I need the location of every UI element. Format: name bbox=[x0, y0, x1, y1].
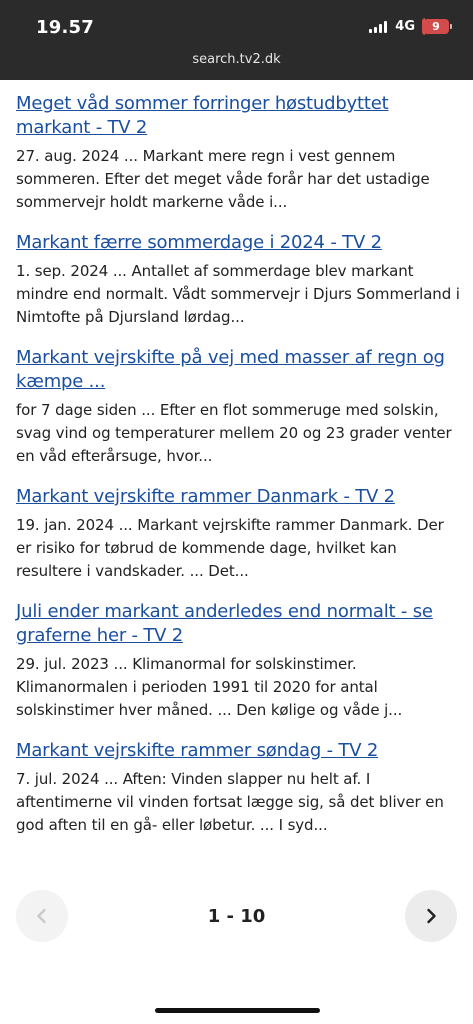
chevron-right-icon bbox=[422, 907, 440, 925]
result-snippet: 1. sep. 2024 ... Antallet af sommerdage blev markant mindre end normalt. Vådt sommervejr i Djurs Sommerland i Nimtofte på Djursland lørdag... bbox=[16, 262, 460, 326]
result-snippet: 7. jul. 2024 ... Aften: Vinden slapper nu helt af. I aftentimerne vil vinden fortsat lægge sig, så det bliver en god aften til en gå- eller løbetur. ... I syd... bbox=[16, 770, 444, 834]
search-result bbox=[16, 600, 461, 722]
search-result bbox=[16, 739, 461, 837]
page-range: 1 - 10 bbox=[207, 906, 266, 927]
result-title-link[interactable]: Markant færre sommerdage i 2024 - TV 2 bbox=[16, 232, 382, 253]
result-snippet: 29. jul. 2023 ... Klimanormal for solskinstimer. Klimanormalen i perioden 1991 til 2020 for antal solskinstimer hver måned. ... Den kølige og våde j... bbox=[16, 655, 403, 719]
search-results bbox=[16, 92, 461, 854]
result-title-link[interactable]: Meget våd sommer forringer høstudbyttet markant - TV 2 bbox=[16, 93, 389, 138]
pagination bbox=[16, 890, 457, 944]
next-page-button[interactable] bbox=[405, 890, 457, 942]
home-indicator[interactable] bbox=[155, 1008, 320, 1013]
result-title-link[interactable]: Juli ender markant anderledes end normalt - se graferne her - TV 2 bbox=[16, 601, 433, 646]
result-title-link[interactable]: Markant vejrskifte rammer søndag - TV 2 bbox=[16, 740, 379, 761]
browser-status-bar bbox=[0, 0, 473, 80]
search-result bbox=[16, 92, 461, 214]
url-bar[interactable]: search.tv2.dk bbox=[192, 52, 281, 67]
search-result bbox=[16, 346, 461, 468]
search-result bbox=[16, 485, 461, 583]
result-snippet: 19. jan. 2024 ... Markant vejrskifte rammer Danmark. Der er risiko for tøbrud de kommende dage, hvilket kan resultere i vandskader. ... Det... bbox=[16, 516, 444, 580]
result-snippet: 27. aug. 2024 ... Markant mere regn i vest gennem sommeren. Efter det meget våde forår har det ustadige sommervejr holdt markerne våde i... bbox=[16, 147, 430, 211]
result-title-link[interactable]: Markant vejrskifte på vej med masser af regn og kæmpe ... bbox=[16, 347, 445, 392]
result-title-link[interactable]: Markant vejrskifte rammer Danmark - TV 2 bbox=[16, 486, 395, 507]
search-result bbox=[16, 231, 461, 329]
clock: 19.57 bbox=[36, 17, 94, 38]
status-indicators bbox=[369, 19, 449, 34]
signal-icon bbox=[369, 21, 387, 33]
battery-icon: 9 bbox=[423, 19, 449, 34]
result-snippet: for 7 dage siden ... Efter en flot sommeruge med solskin, svag vind og temperaturer mellem 20 og 23 grader venter en våd efterårsuge, hvor... bbox=[16, 401, 452, 465]
network-type: 4G bbox=[395, 19, 415, 34]
